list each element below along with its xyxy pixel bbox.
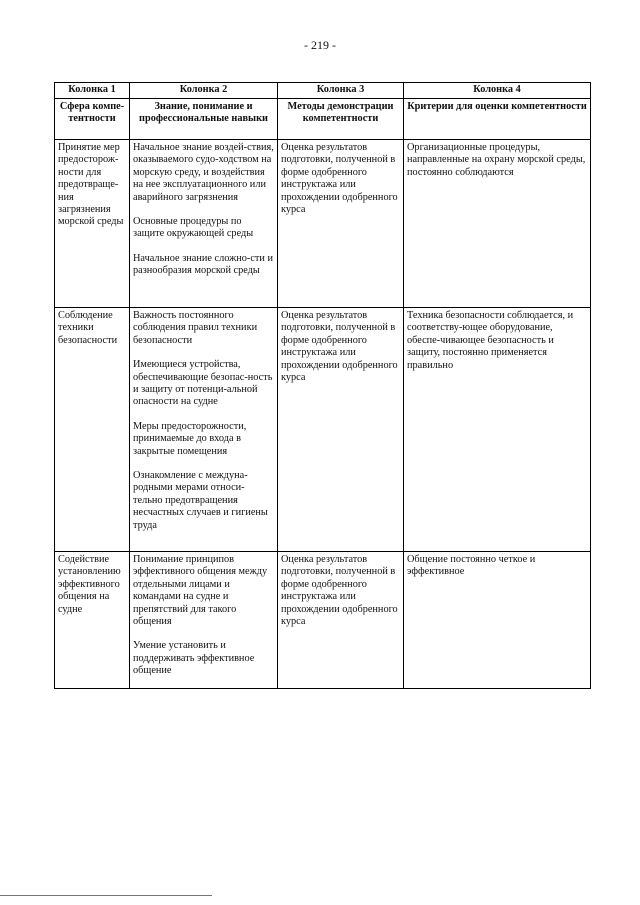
table-row — [55, 308, 591, 552]
criteria-cell: Техника безопасности соблюдается, и соответству-ющее оборудование, обеспе-чивающее безопасность и защиту, постоянно применяется правильно — [404, 308, 591, 552]
column-number-2: Колонка 2 — [130, 83, 278, 99]
column-number-1: Колонка 1 — [55, 83, 130, 99]
header-sphere: Сфера компе-тентности — [55, 99, 130, 140]
column-number-4: Колонка 4 — [404, 83, 591, 99]
page-number: - 219 - — [304, 38, 336, 52]
header-criteria: Критерии для оценки компетентности — [404, 99, 591, 140]
table-row — [55, 140, 591, 308]
header-methods: Методы демонстрации компетентности — [278, 99, 404, 140]
sphere-cell: Соблюдение техники безопасности — [55, 308, 130, 552]
methods-cell: Оценка результатов подготовки, полученной в форме одобренного инструктажа или прохождении одобренного курса — [278, 140, 404, 308]
knowledge-item: Важность постоянного соблюдения правил техники безопасности — [133, 310, 258, 346]
methods-cell: Оценка результатов подготовки, полученной в форме одобренного инструктажа или прохождении одобренного курса — [278, 552, 404, 689]
knowledge-item: Начальное знание сложно-сти и разнообразия морской среды — [133, 252, 273, 277]
sphere-cell: Принятие мер предосторож-ности для предотвраще-ния загрязнения морской среды — [55, 140, 130, 308]
knowledge-item: Понимание принципов эффективного общения между отдельными лицами и командами на судне и препятствий для такого общения — [133, 554, 268, 628]
knowledge-item: Меры предосторожности, принимаемые до входа в закрытые помещения — [133, 420, 247, 457]
knowledge-item: Основные процедуры по защите окружающей среды — [133, 216, 254, 240]
header-knowledge: Знание, понимание и профессиональные навыки — [130, 99, 278, 140]
criteria-cell: Общение постоянно четкое и эффективное — [404, 552, 591, 689]
knowledge-item: Умение установить и поддерживать эффективное общение — [133, 640, 255, 677]
sphere-cell: Содействие установлению эффективного общения на судне — [55, 552, 130, 689]
column-header-row — [55, 99, 591, 140]
knowledge-cell — [130, 140, 278, 308]
knowledge-item: Ознакомление с междуна-родными мерами относи-тельно предотвращения несчастных случаев и гигиены труда — [133, 470, 268, 531]
competence-table — [54, 82, 591, 689]
methods-cell: Оценка результатов подготовки, полученной в форме одобренного инструктажа или прохождении одобренного курса — [278, 308, 404, 552]
table-row — [55, 552, 591, 689]
knowledge-cell — [130, 308, 278, 552]
knowledge-item: Начальное знание воздей-ствия, оказываемого судо-ходством на морскую среду, и воздействия на нее эксплуатационного или аварийного загрязнения — [133, 142, 274, 203]
column-number-3: Колонка 3 — [278, 83, 404, 99]
knowledge-item: Имеющиеся устройства, обеспечивающие безопас-ность и защиту от потенци-альной опасности на судне — [133, 359, 273, 408]
column-number-row — [55, 83, 591, 99]
criteria-cell: Организационные процедуры, направленные на охрану морской среды, постоянно соблюдаются — [404, 140, 591, 308]
knowledge-cell — [130, 552, 278, 689]
footnote-divider — [0, 895, 212, 896]
